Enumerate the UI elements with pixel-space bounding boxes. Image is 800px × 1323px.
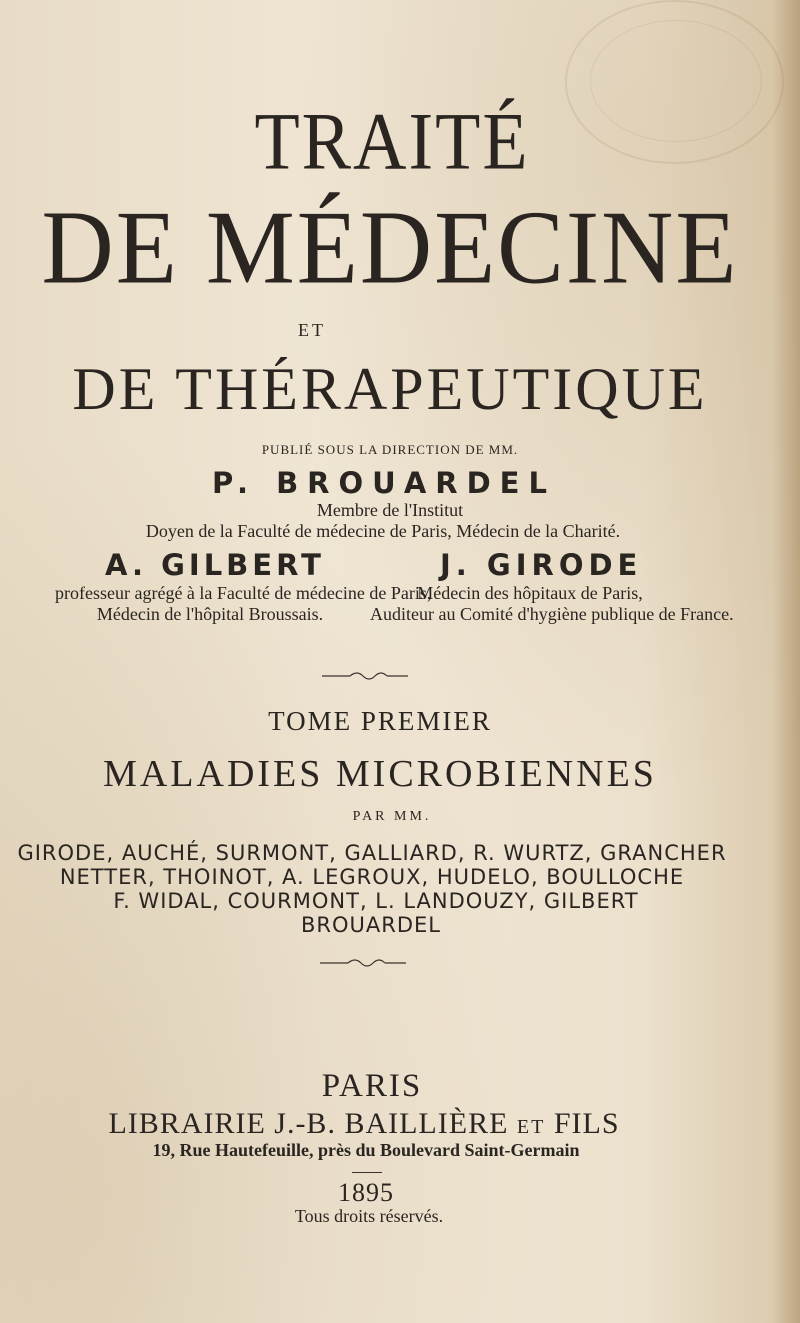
chief-editor-title-1: Membre de l'Institut	[316, 500, 464, 520]
title-conjunction: ET	[298, 320, 326, 340]
editor-gilbert-title-2: Médecin de l'hôpital Broussais.	[96, 604, 324, 624]
imprint-rule	[352, 1172, 382, 1173]
imprint-city: PARIS	[321, 1068, 423, 1104]
chief-editor-title-2: Doyen de la Faculté de médecine de Paris, Médecin de la Charité.	[145, 521, 621, 541]
ornament-divider-bottom	[318, 955, 408, 971]
publisher-name-b: FILS	[553, 1107, 620, 1140]
authors-line-4: BROUARDEL	[301, 913, 441, 937]
publisher-name-a: LIBRAIRIE J.-B. BAILLIÈRE	[108, 1107, 509, 1140]
chief-editor-name: P. BROUARDEL	[212, 466, 556, 500]
authors-line-2: NETTER, THOINOT, A. LEGROUX, HUDELO, BOULLOCHE	[59, 865, 685, 889]
imprint-rights: Tous droits réservés.	[294, 1206, 444, 1226]
authors-line-1: GIRODE, AUCHÉ, SURMONT, GALLIARD, R. WURTZ, GRANCHER	[17, 841, 727, 865]
ornament-divider-top	[320, 668, 410, 684]
volume-tome: TOME PREMIER	[268, 706, 492, 736]
title-line-1: TRAITÉ	[254, 96, 530, 188]
editor-girode-title-1: Médecin des hôpitaux de Paris,	[417, 583, 643, 603]
imprint-publisher	[0, 1107, 764, 1141]
editor-gilbert-name: A. GILBERT	[105, 548, 325, 582]
editor-gilbert-title-1: professeur agrégé à la Faculté de médecine de Paris,	[55, 583, 432, 603]
title-line-2: DE MÉDECINE	[41, 189, 739, 306]
publisher-conjunction: ET	[516, 1116, 546, 1138]
authors-line-3: F. WIDAL, COURMONT, L. LANDOUZY, GILBERT	[113, 889, 639, 913]
imprint-address: 19, Rue Hautefeuille, près du Boulevard Saint-Germain	[152, 1140, 580, 1160]
editor-girode-name: J. GIRODE	[440, 548, 643, 582]
direction-intro: PUBLIÉ SOUS LA DIRECTION DE MM.	[261, 442, 519, 457]
volume-subject: MALADIES MICROBIENNES	[103, 753, 657, 795]
imprint-year: 1895	[338, 1178, 394, 1207]
volume-by: PAR MM.	[352, 809, 432, 824]
editor-girode-title-2: Auditeur au Comité d'hygiène publique de France.	[370, 604, 734, 624]
title-line-3: DE THÉRAPEUTIQUE	[72, 356, 708, 422]
